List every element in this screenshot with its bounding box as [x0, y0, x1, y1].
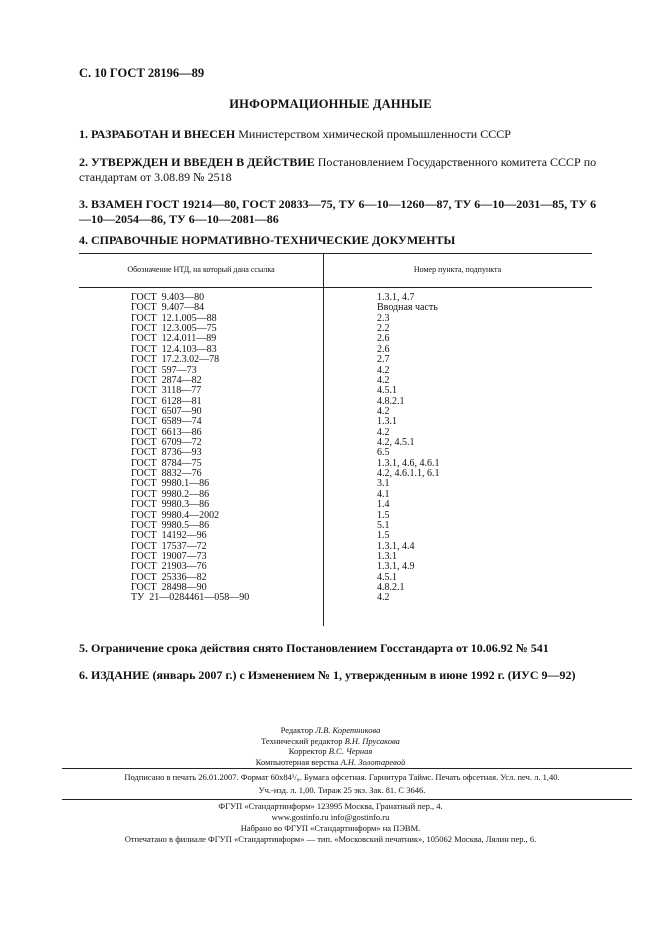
table-cell-document: ГОСТ 12.4.011—89 — [131, 333, 217, 345]
table-cell-clause: 1.5 — [377, 530, 390, 542]
table-cell-document: ГОСТ 14192—96 — [131, 530, 207, 542]
item-3-number: 3. — [79, 197, 88, 211]
table-cell-document: ГОСТ 9.407—84 — [131, 302, 205, 314]
imprint-line-2: Уч.-изд. л. 1,00. Тираж 25 экз. Зак. 81. С 3646. — [258, 785, 426, 795]
note-5: 5. Ограничение срока действия снято Постановлением Госстандарта от 10.06.92 № 541 — [79, 641, 549, 655]
table-cell-clause: 4.2 — [377, 364, 390, 376]
table-cell-clause: 1.3.1, 4.9 — [377, 561, 415, 573]
page-title: ИНФОРМАЦИОННЫЕ ДАННЫЕ — [229, 97, 432, 111]
credits-block — [0, 725, 661, 767]
table-header-rule — [79, 287, 592, 288]
table-cell-document: ГОСТ 12.3.005—75 — [131, 323, 217, 335]
divider-line — [62, 768, 632, 769]
table-cell-document: ГОСТ 12.4.103—83 — [131, 343, 217, 355]
table-cell-clause: 4.8.2.1 — [377, 582, 405, 594]
item-3 — [79, 197, 599, 227]
table-cell-clause: Вводная часть — [377, 302, 438, 314]
table-cell-document: ГОСТ 9980.3—86 — [131, 499, 210, 511]
table-cell-clause: 4.2 — [377, 405, 390, 417]
item-4 — [79, 233, 599, 248]
table-cell-clause: 1.3.1, 4.7 — [377, 292, 415, 303]
table-cell-document: ГОСТ 6709—72 — [131, 437, 202, 449]
publisher-web: www.gostinfo.ru info@gostinfo.ru — [271, 812, 390, 822]
item-2-bold: УТВЕРЖДЕН И ВВЕДЕН В ДЕЙСТВИЕ — [91, 155, 315, 169]
table-cell-document: ГОСТ 8832—76 — [131, 468, 202, 480]
table-row — [79, 500, 592, 510]
table-cell-document: ГОСТ 28498—90 — [131, 582, 207, 594]
table-cell-clause: 4.2, 4.6.1.1, 6.1 — [377, 468, 440, 480]
table-cell-document: ГОСТ 8736—93 — [131, 447, 202, 459]
table-cell-clause: 6.5 — [377, 447, 390, 459]
table-cell-clause: 2.2 — [377, 323, 390, 335]
publisher-line-1: ФГУП «Стандартинформ» 123995 Москва, Гранатный пер., 4. — [218, 801, 443, 811]
credit-tech-editor: Технический редактор В.Н. Прусакова — [261, 735, 400, 746]
item-4-number: 4. — [79, 233, 88, 247]
table-cell-document: ГОСТ 2874—82 — [131, 374, 202, 386]
table-cell-clause: 4.2 — [377, 426, 390, 438]
table-cell-clause: 2.6 — [377, 333, 390, 345]
table-cell-clause: 1.3.1 — [377, 550, 397, 562]
table-cell-clause: 1.3.1, 4.4 — [377, 540, 415, 552]
note-6: 6. ИЗДАНИЕ (январь 2007 г.) с Изменением № 1, утвержденным в июне 1992 г. (ИУС 9—92) — [79, 668, 576, 682]
divider-line — [62, 799, 632, 800]
item-4-bold: СПРАВОЧНЫЕ НОРМАТИВНО-ТЕХНИЧЕСКИЕ ДОКУМЕНТЫ — [91, 233, 456, 247]
imprint-line-1: Подписано в печать 26.01.2007. Формат 60х84¹/₈. Бумага офсетная. Гарнитура Таймс. Печать офсетная. Усл. печ. л. 1,40. — [124, 772, 560, 782]
table-cell-document: ГОСТ 9980.2—86 — [131, 488, 210, 500]
table-cell-document: ТУ 21—0284461—058—90 — [131, 592, 250, 604]
table-row — [79, 593, 592, 603]
credit-corrector: Корректор В.С. Черная — [288, 746, 373, 756]
table-cell-document: ГОСТ 8784—75 — [131, 457, 202, 469]
table-header-clause: Номер пункта, подпункта — [413, 265, 502, 274]
table-cell-document: ГОСТ 6128—81 — [131, 395, 202, 407]
table-cell-document: ГОСТ 9980.1—86 — [131, 478, 210, 490]
table-cell-document: ГОСТ 9980.4—2002 — [131, 509, 220, 521]
table-cell-document: ГОСТ 597—73 — [131, 364, 197, 376]
table-cell-clause: 2.6 — [377, 343, 390, 355]
table-header-document: Обозначение НТД, на который дана ссылка — [127, 265, 275, 274]
item-2 — [79, 155, 599, 185]
credit-editor: Редактор Л.В. Коретникова — [280, 725, 381, 735]
table-cell-clause: 4.8.2.1 — [377, 395, 405, 407]
table-cell-clause: 1.3.1, 4.6, 4.6.1 — [377, 457, 440, 469]
table-cell-document: ГОСТ 12.1.005—88 — [131, 312, 217, 324]
item-1-number: 1. — [79, 127, 88, 141]
table-cell-document: ГОСТ 6613—86 — [131, 426, 202, 438]
table-cell-document: ГОСТ 25336—82 — [131, 571, 207, 583]
item-1-bold: РАЗРАБОТАН И ВНЕСЕН — [91, 127, 236, 141]
table-cell-clause: 4.2 — [377, 592, 390, 604]
table-cell-clause: 1.5 — [377, 509, 390, 521]
table-body — [79, 293, 592, 604]
item-2-number: 2. — [79, 155, 88, 169]
publisher-line-4: Отпечатано в филиале ФГУП «Стандартинформ» — тип. «Московский печатник», 105062 Москва, Лялин пер., 6. — [124, 834, 537, 844]
table-cell-clause: 1.4 — [377, 499, 390, 511]
item-1 — [79, 127, 599, 142]
table-cell-document: ГОСТ 6589—74 — [131, 416, 202, 428]
table-cell-clause: 1.3.1 — [377, 416, 397, 428]
table-cell-document: ГОСТ 9.403—80 — [131, 292, 205, 303]
table-cell-clause: 3.1 — [377, 478, 390, 490]
credit-layout: Компьютерная верстка А.Н. Золотаревой — [255, 756, 406, 767]
item-1-text: Министерством химической промышленности СССР — [235, 127, 511, 141]
page-header: С. 10 ГОСТ 28196—89 — [79, 66, 205, 80]
table-cell-clause: 4.5.1 — [377, 385, 397, 397]
table-cell-document: ГОСТ 21903—76 — [131, 561, 207, 573]
table-cell-document: ГОСТ 19007—73 — [131, 550, 207, 562]
table-cell-clause: 5.1 — [377, 519, 390, 531]
table-cell-document: ГОСТ 17.2.3.02—78 — [131, 354, 220, 366]
table-cell-clause: 2.7 — [377, 354, 390, 366]
table-cell-clause: 4.5.1 — [377, 571, 397, 583]
table-cell-clause: 4.1 — [377, 488, 390, 500]
table-row — [79, 355, 592, 365]
table-cell-document: ГОСТ 17537—72 — [131, 540, 207, 552]
table-cell-clause: 2.3 — [377, 312, 390, 324]
table-cell-clause: 4.2 — [377, 374, 390, 386]
item-2-text: Постановлением Государственного комитета СССР по стандартам от 3.08.89 № 2518 — [79, 155, 597, 184]
publisher-line-3: Набрано во ФГУП «Стандартинформ» на ПЭВМ. — [240, 823, 421, 833]
table-cell-document: ГОСТ 6507—90 — [131, 405, 202, 417]
table-cell-clause: 4.2, 4.5.1 — [377, 437, 415, 449]
table-cell-document: ГОСТ 9980.5—86 — [131, 519, 210, 531]
table-top-rule — [79, 253, 592, 254]
table-cell-document: ГОСТ 3118—77 — [131, 385, 202, 397]
item-3-bold: ВЗАМЕН ГОСТ 19214—80, ГОСТ 20833—75, ТУ 6—10—1260—87, ТУ 6—10—2031—85, ТУ 6—10—2054—86, ТУ 6—10—2081—86 — [79, 197, 597, 226]
